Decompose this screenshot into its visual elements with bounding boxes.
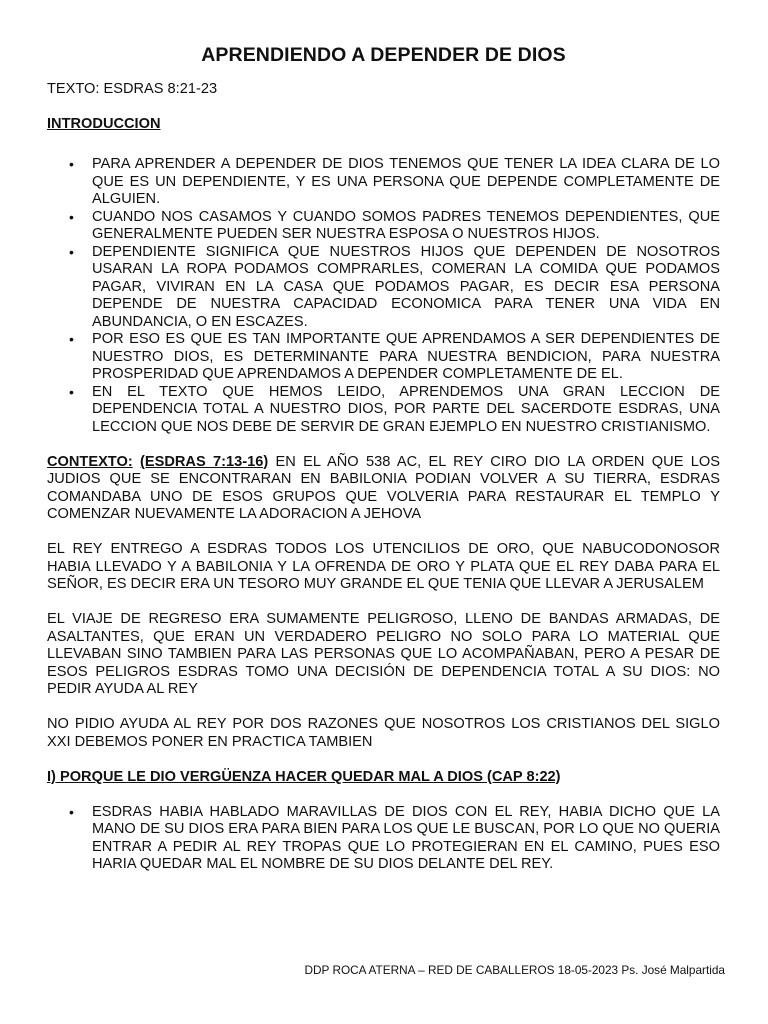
paragraph-treasure: EL REY ENTREGO A ESDRAS TODOS LOS UTENCILIOS DE ORO, QUE NABUCODONOSOR HABIA LLEVADO Y A BABILONIA Y LA OFRENDA DE ORO Y PLATA QUE EL REY DABA PARA EL SEÑOR, ES DECIR ERA UN TESORO MUY GRANDE EL QUE TENIA QUE LLEVAR A JERUSALEM bbox=[47, 541, 720, 592]
bullet-icon: • bbox=[69, 383, 74, 400]
bullet-icon: • bbox=[69, 208, 74, 225]
paragraph-reasons: NO PIDIO AYUDA AL REY POR DOS RAZONES QUE NOSOTROS LOS CRISTIANOS DEL SIGLO XXI DEBEMOS PONER EN PRACTICA TAMBIEN bbox=[47, 716, 720, 750]
document-page bbox=[47, 44, 720, 874]
bullet-icon: • bbox=[69, 156, 74, 172]
list-item: • ESDRAS HABIA HABLADO MARAVILLAS DE DIOS CON EL REY, HABIA DICHO QUE LA MANO DE SU DIOS ERA PARA BIEN PARA LOS QUE LE BUSCAN, POR LO QUE NO QUERIA ENTRAR A PEDIR AL REY TROPAS QUE LO PROTEGIERAN EN EL CAMINO, PUES ESO HARIA QUEDAR MAL EL NOMBRE DE SU DIOS DELANTE DEL REY. bbox=[69, 803, 720, 872]
list-item: • EN EL TEXTO QUE HEMOS LEIDO, APRENDEMOS UNA GRAN LECCION DE DEPENDENCIA TOTAL A NUESTRO DIOS, POR PARTE DEL SACERDOTE ESDRAS, UNA LECCION QUE NOS DEBE DE SERVIR DE GRAN EJEMPLO EN NUESTRO CRISTIANISMO. bbox=[69, 383, 720, 435]
list-item: • POR ESO ES QUE ES TAN IMPORTANTE QUE APRENDAMOS A SER DEPENDIENTES DE NUESTRO DIOS, ES DETERMINANTE PARA NUESTRA BENDICION, PARA NUESTRA PROSPERIDAD QUE APRENDAMOS A DEPENDER COMPLETAMENTE DE EL. bbox=[69, 331, 720, 382]
contexto-label: CONTEXTO: bbox=[47, 453, 133, 470]
bullet-icon: • bbox=[69, 331, 74, 347]
paragraph-journey: EL VIAJE DE REGRESO ERA SUMAMENTE PELIGROSO, LLENO DE BANDAS ARMADAS, DE ASALTANTES, QUE ERAN UN VERDADERO PELIGRO NO SOLO PARA LO MATERIAL QUE LLEVABAN SINO TAMBIEN PARA LAS PERSONAS QUE LO ACOMPAÑABAN, PERO A PESAR DE ESOS PELIGROS ESDRAS TOMO UNA DECISIÓN DE DEPENDENCIA TOTAL A SU DIOS: NO PEDIR AYUDA AL REY bbox=[47, 611, 720, 697]
list-item: • DEPENDIENTE SIGNIFICA QUE NUESTROS HIJOS QUE DEPENDEN DE NOSOTROS USARAN LA ROPA PODAMOS COMPRARLES, COMERAN LA COMIDA QUE PODAMOS PAGAR, VIVIRAN EN LA CASA QUE PODAMOS PAGAR, ES DECIR ESA PERSONA DEPENDE DE NUESTRA CAPACIDAD ECONOMICA PARA TENER UNA VIDA EN ABUNDANCIA, O EN ESCAZES. bbox=[69, 243, 720, 330]
list-item: • CUANDO NOS CASAMOS Y CUANDO SOMOS PADRES TENEMOS DEPENDIENTES, QUE GENERALMENTE PUEDEN SER NUESTRA ESPOSA O NUESTROS HIJOS. bbox=[69, 208, 720, 242]
contexto-paragraph bbox=[47, 454, 720, 524]
section-1-heading: I) PORQUE LE DIO VERGÜENZA HACER QUEDAR MAL A DIOS (CAP 8:22) bbox=[47, 768, 561, 785]
contexto-reference: (ESDRAS 7:13-16) bbox=[140, 453, 269, 470]
page-footer: DDP ROCA ATERNA – RED DE CABALLEROS 18-05-2023 Ps. José Malpartida bbox=[304, 963, 725, 977]
introduccion-heading: INTRODUCCION bbox=[47, 115, 161, 132]
contexto-text: EN EL AÑO 538 AC, EL REY CIRO DIO LA ORDEN QUE LOS JUDIOS QUE SE ENCONTRARAN EN BABILONIA PODIAN VOLVER A SU TIERRA, ESDRAS COMANDABA UNO DE ESOS GRUPOS QUE VOLVERIA PARA RESTAURAR EL TEMPLO Y COMENZAR NUEVAMENTE LA ADORACION A JEHOVA bbox=[47, 453, 720, 522]
intro-bullet-list bbox=[47, 156, 720, 436]
section-1-bullet-list bbox=[47, 804, 720, 874]
bullet-icon: • bbox=[69, 803, 74, 820]
scripture-reference: TEXTO: ESDRAS 8:21-23 bbox=[47, 81, 218, 97]
document-title: APRENDIENDO A DEPENDER DE DIOS bbox=[201, 44, 566, 66]
list-item: • PARA APRENDER A DEPENDER DE DIOS TENEMOS QUE TENER LA IDEA CLARA DE LO QUE ES UN DEPENDIENTE, Y ES UNA PERSONA QUE DEPENDE COMPLETAMENTE DE ALGUIEN. bbox=[69, 156, 720, 207]
bullet-icon: • bbox=[69, 243, 74, 260]
